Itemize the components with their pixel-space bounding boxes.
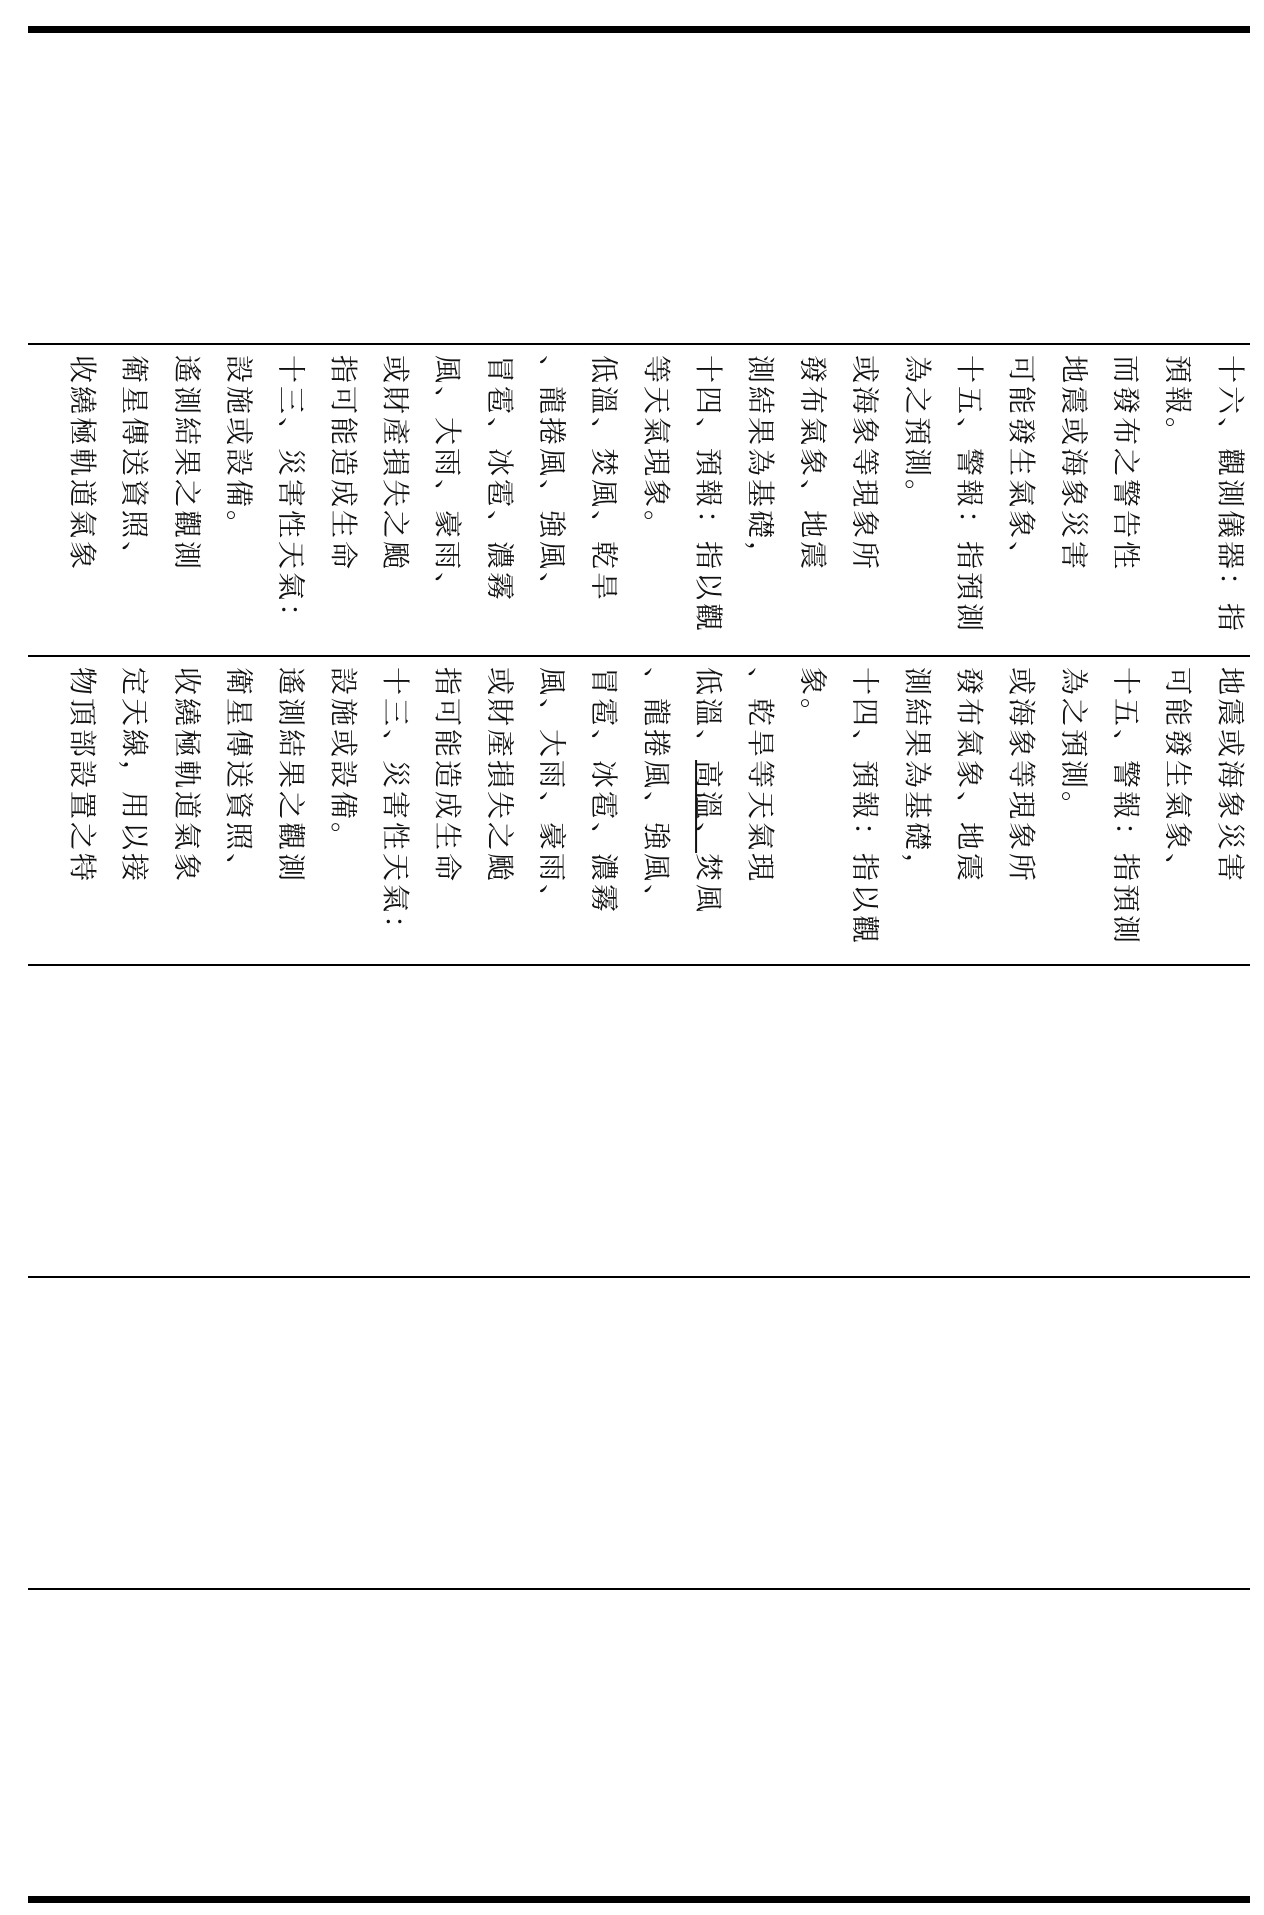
table-row-6	[28, 1590, 1250, 1896]
text-column	[62, 667, 102, 957]
text-column	[271, 355, 311, 645]
column-text: 設施或設備。	[326, 667, 360, 854]
column-text: 十五、警報：指預測	[952, 355, 986, 635]
column-text: 十五、警報：指預測	[1109, 667, 1143, 947]
underlined-text: 高溫、	[692, 760, 726, 854]
column-text: 衛星傳送資照、	[222, 667, 256, 885]
column-text: 指可能造成生命	[326, 355, 360, 573]
column-text: 測結果為基礎，	[900, 667, 934, 885]
column-text: 十四、預報：指以觀	[848, 667, 882, 947]
column-text: 可能發生氣象、	[1005, 355, 1039, 573]
table-row-5	[28, 1278, 1250, 1588]
text-column	[897, 355, 937, 645]
column-text: 發布氣象、地震	[952, 667, 986, 885]
table-row-3	[28, 657, 1250, 964]
text-column	[1053, 667, 1093, 957]
column-text: 冒雹、冰雹、濃霧	[483, 355, 517, 604]
text-column	[792, 667, 832, 957]
text-column	[323, 667, 363, 957]
text-column	[166, 667, 206, 957]
text-column	[1001, 355, 1041, 645]
table-row-2	[28, 345, 1250, 655]
column-text: 地震或海象災害	[1057, 355, 1091, 573]
column-text: 指可能造成生命	[431, 667, 465, 885]
column-text: 預報。	[1161, 355, 1195, 449]
column-text: 等天氣現象。	[639, 355, 673, 542]
column-text: 低溫、高溫、焚風	[692, 667, 726, 916]
column-text: 收繞極軌道氣象	[66, 355, 99, 573]
text-column	[219, 667, 259, 957]
text-column	[1001, 667, 1041, 957]
text-column	[479, 667, 519, 957]
bottom-border	[28, 1896, 1250, 1903]
column-text: 測結果為基礎，	[744, 355, 778, 573]
table-row-4	[28, 966, 1250, 1276]
text-column	[949, 355, 989, 645]
text-column	[479, 355, 519, 645]
column-text: 十三、災害性天氣：	[379, 667, 413, 947]
column-text: 象。	[796, 667, 830, 730]
column-text: 、龍捲風、強風、	[535, 355, 569, 604]
column-text: 風、大雨、豪雨、	[535, 667, 569, 916]
column-text: 設施或設備。	[222, 355, 256, 542]
column-text: 十三、災害性天氣：	[274, 355, 308, 635]
text-column	[375, 667, 415, 957]
text-column	[62, 355, 102, 645]
text-column	[219, 355, 259, 645]
column-text: 十四、預報：指以觀	[692, 355, 726, 635]
text-column	[949, 667, 989, 957]
text-column	[792, 355, 832, 645]
column-text: 收繞極軌道氣象	[170, 667, 204, 885]
text-column	[584, 355, 624, 645]
column-text: 或財產損失之颱	[379, 355, 413, 573]
column-text: 衛星傳送資照、	[118, 355, 152, 573]
column-text: 發布氣象、地震	[796, 355, 830, 573]
column-text: 、乾旱等天氣現	[744, 667, 778, 885]
column-text: 可能發生氣象、	[1161, 667, 1195, 885]
column-text: 風、大雨、豪雨、	[431, 355, 465, 604]
top-border	[28, 26, 1250, 33]
text-column	[114, 667, 154, 957]
text-column	[1158, 667, 1198, 957]
text-column	[427, 355, 467, 645]
text-column	[166, 355, 206, 645]
text-column	[532, 355, 572, 645]
column-text: 遙測結果之觀測	[170, 355, 204, 573]
column-text: 低溫、焚風、乾旱	[587, 355, 621, 604]
text-column	[584, 667, 624, 957]
text-column	[688, 667, 728, 957]
column-text: 定天線，用以接	[118, 667, 152, 885]
column-text: 遙測結果之觀測	[274, 667, 308, 885]
column-text: 而發布之警告性	[1109, 355, 1143, 573]
text-column	[1158, 355, 1198, 645]
column-text: 冒雹、冰雹、濃霧	[587, 667, 621, 916]
column-text: 十六、觀測儀器：指	[1213, 355, 1247, 635]
text-column	[688, 355, 728, 645]
row-3-columns	[62, 667, 1250, 957]
text-column	[636, 355, 676, 645]
table-row-1	[28, 33, 1250, 343]
column-text: 物頂部設置之特	[66, 667, 99, 885]
text-column	[740, 667, 780, 957]
column-text: 或海象等現象所	[848, 355, 882, 573]
column-text: 、龍捲風、強風、	[639, 667, 673, 916]
column-text: 為之預測。	[1057, 667, 1091, 823]
text-column	[1210, 355, 1250, 645]
text-column	[740, 355, 780, 645]
column-text: 或財產損失之颱	[483, 667, 517, 885]
text-column	[323, 355, 363, 645]
column-text: 或海象等現象所	[1005, 667, 1039, 885]
text-column	[1053, 355, 1093, 645]
text-column	[114, 355, 154, 645]
text-column	[1210, 667, 1250, 957]
text-column	[1105, 355, 1145, 645]
text-column	[897, 667, 937, 957]
text-column	[1105, 667, 1145, 957]
text-column	[271, 667, 311, 957]
column-text: 地震或海象災害	[1213, 667, 1247, 885]
text-column	[845, 667, 885, 957]
row-2-columns	[62, 355, 1250, 645]
text-column	[636, 667, 676, 957]
text-column	[427, 667, 467, 957]
text-column	[532, 667, 572, 957]
column-text: 為之預測。	[900, 355, 934, 511]
text-column	[375, 355, 415, 645]
text-column	[845, 355, 885, 645]
